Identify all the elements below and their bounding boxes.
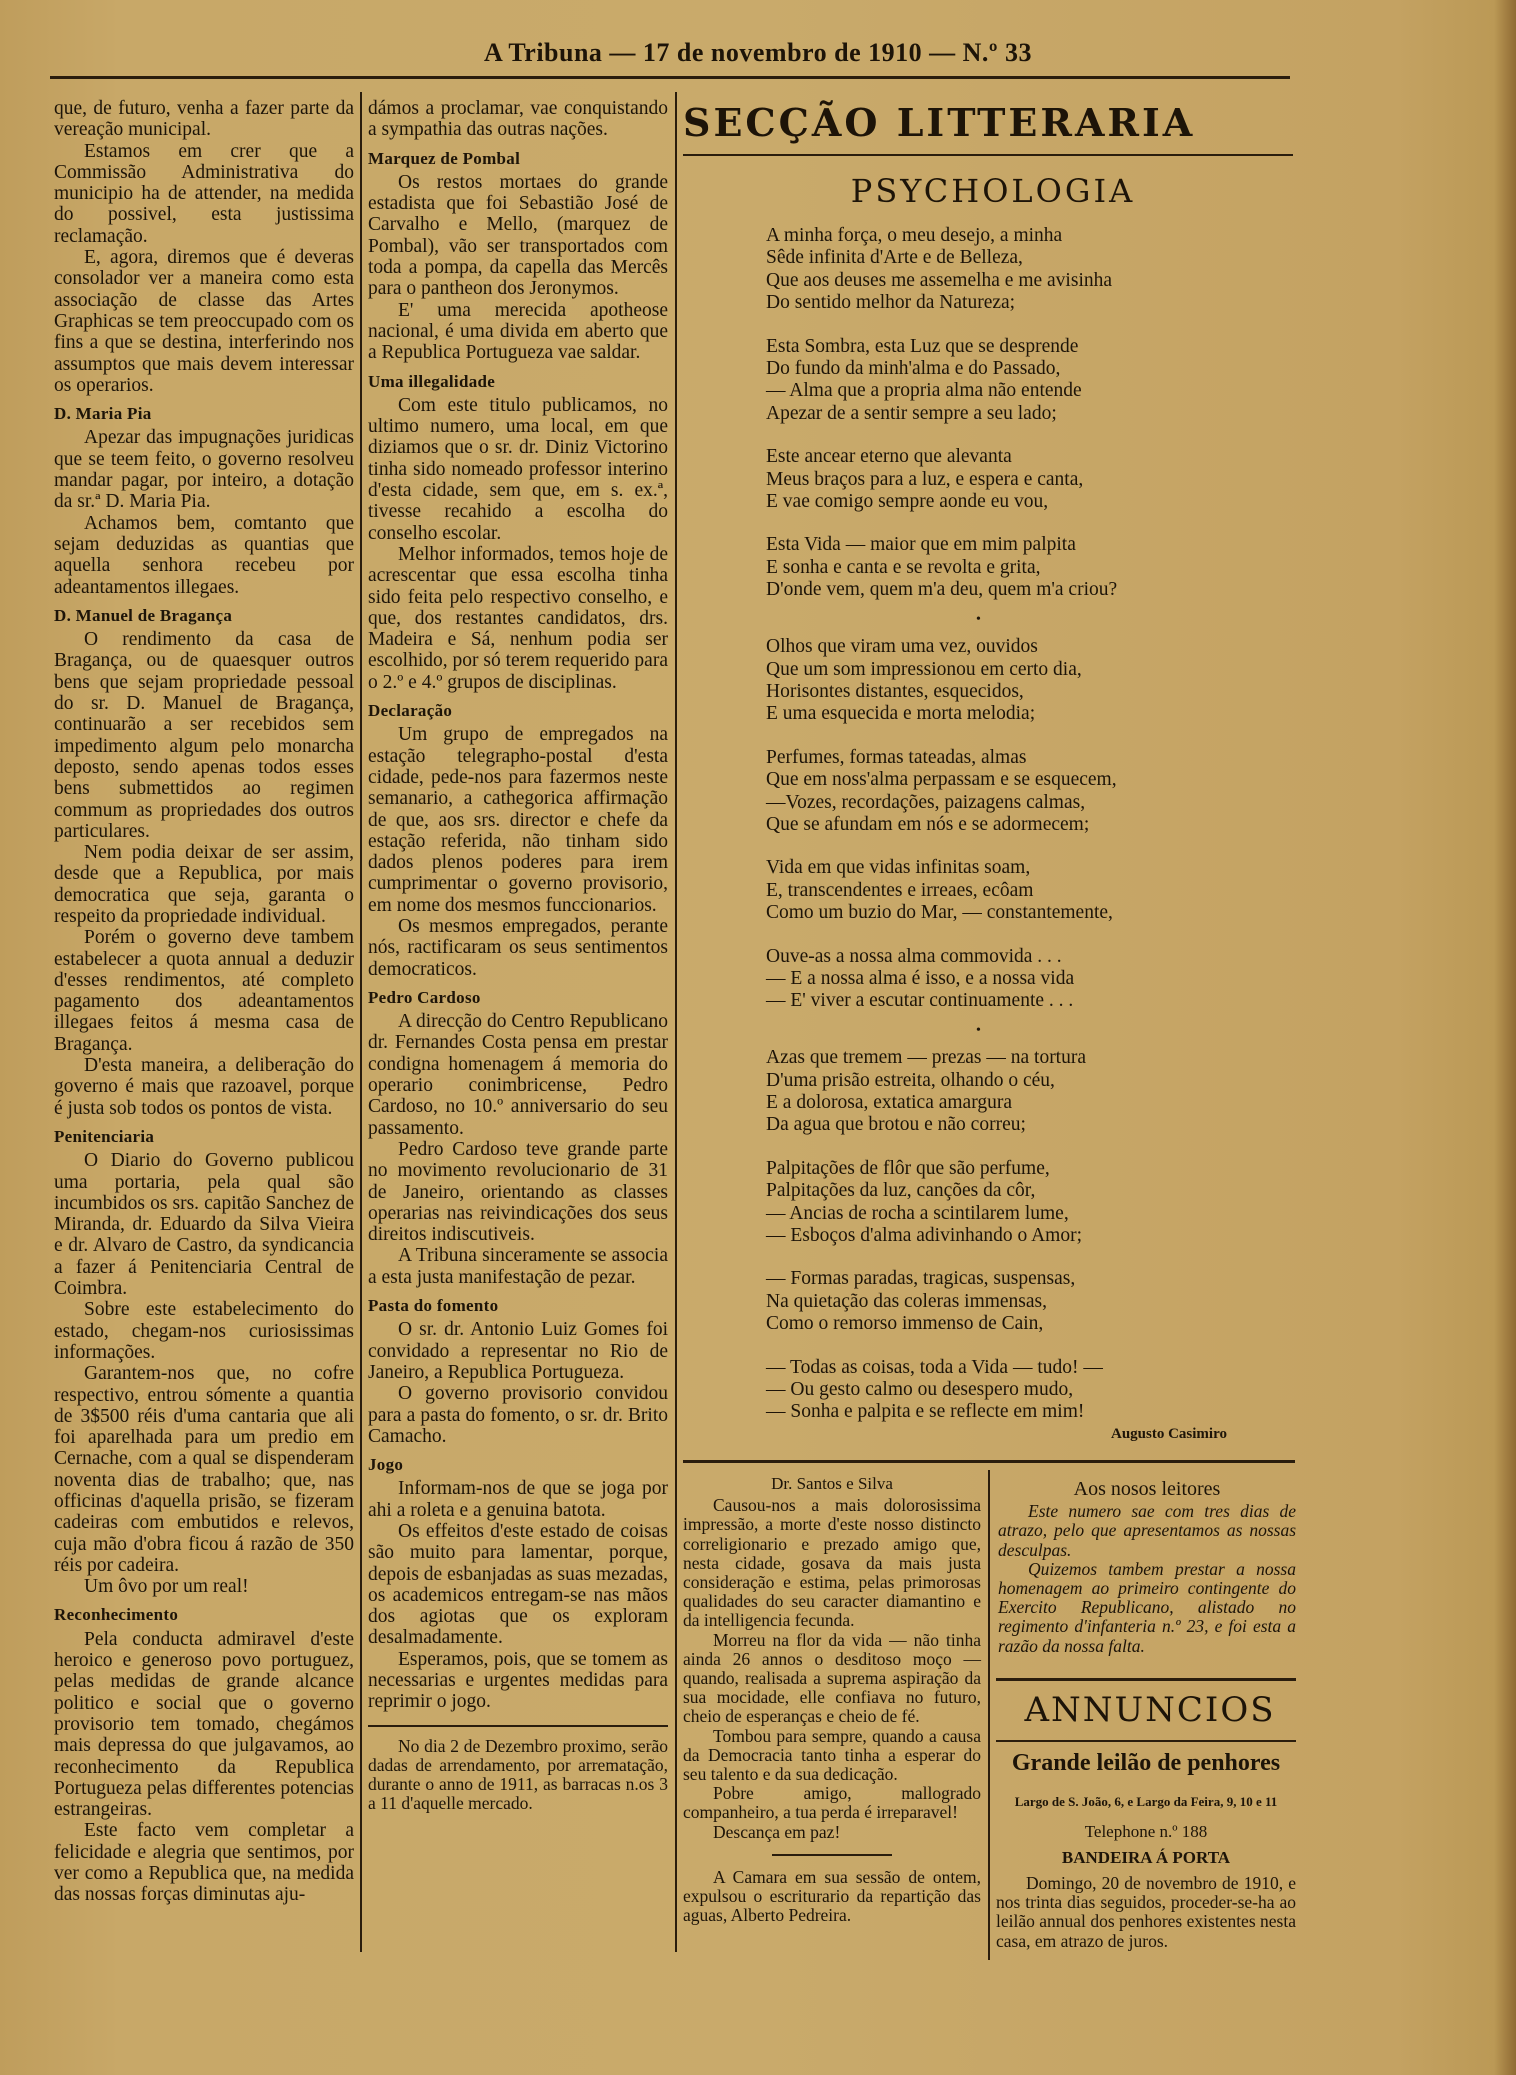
poem-line: Perfumes, formas tateadas, almas xyxy=(766,746,1027,768)
paragraph: Descança em paz! xyxy=(713,1821,841,1842)
section-heading: D. Manuel de Bragança xyxy=(54,605,233,625)
paragraph: A direcção do Centro Republicano dr. Fernandes Costa pensa em prestar condigna homenagem á memoria do operario conimbricense, Pedro Cardoso, no 10.º anniversario do seu passamento. xyxy=(368,1011,668,1139)
paragraph: O governo provisorio convidou para a pasta do fomento, o sr. dr. Brito Camacho. xyxy=(368,1383,668,1447)
poem-author: Augusto Casimiro xyxy=(1111,1426,1227,1442)
poem-stanza xyxy=(766,946,1286,1013)
paragraph: O rendimento da casa de Bragança, ou de quaesquer outros bens que sejam propriedade pessoal do sr. D. Manuel de Bragança, continuarão a ser recebidos sem impedimento algum pelo monarcha deposto, sendo apenas todos esses bens submettidos ao regimen commum as propriedades dos outros particulares. xyxy=(54,629,354,842)
poem-line: —Vozes, recordações, paizagens calmas, xyxy=(766,791,1086,813)
poem-title: PSYCHOLOGIA xyxy=(850,172,1136,210)
poem-line: D'uma prisão estreita, olhando o céu, xyxy=(766,1069,1055,1091)
paragraph: Este facto vem completar a felicidade e alegria que sentimos, por ver como a Republica que, na medida das nossas forças diminutas aju- xyxy=(54,1820,354,1906)
paragraph: Um grupo de empregados na estação telegrapho-postal d'esta cidade, pede-nos para fazermos neste semanario, a cathegorica affirmação de que, aos srs. director e chefe da estação referida, não tinham sido dados plenos poderes para irem cumprimentar o governo provisorio, em nome dos mesmos funccionarios. xyxy=(368,724,668,916)
divider-rule xyxy=(772,1854,892,1856)
paragraph: Pela conducta admiravel d'este heroico e generoso povo portuguez, pelas medidas de grande alcance politico e social que o governo provisorio tem tomado, chegámos mais depressa do que julgavamos, ao reconhecimento da Republica Portugueza pelas differentes potencias estrangeiras. xyxy=(54,1628,354,1821)
paragraph: Os restos mortaes do grande estadista que foi Sebastião José de Carvalho e Mello, (marquez de Pombal), vão ser transportados com toda a pompa, da capella das Mercês para o pantheon dos Jeronymos. xyxy=(368,171,668,300)
poem-line: Como o remorso immenso de Cain, xyxy=(766,1313,1044,1335)
poem-line: Horisontes distantes, esquecidos, xyxy=(766,680,1024,702)
column-2 xyxy=(368,98,668,1813)
paragraph: Com este titulo publicamos, no ultimo numero, uma local, em que diziamos que o sr. dr. Diniz Victorino tinha sido nomeado professor interino d'esta cidade, sem que, em s. ex.ª, tivesse recahido a escolha do conselho escolar. xyxy=(368,394,668,544)
poem-stanza xyxy=(766,225,1286,315)
poem-stanza xyxy=(766,747,1286,837)
poem-line: — Sonha e palpita e se reflecte em mim! xyxy=(766,1401,1085,1423)
poem-line: — Formas paradas, tragicas, suspensas, xyxy=(766,1268,1076,1290)
obituary-title: Dr. Santos e Silva xyxy=(771,1474,893,1493)
section-heading: Declaração xyxy=(368,701,453,721)
poem-line: Esta Sombra, esta Luz que se desprende xyxy=(766,335,1079,357)
poem-stanza xyxy=(766,1357,1286,1424)
poem-stanza xyxy=(766,446,1286,513)
paragraph: Sobre este estabelecimento do estado, chegam-nos curiosissimas informações. xyxy=(54,1299,354,1363)
paragraph: Informam-nos de que se joga por ahi a roleta e a genuina batota. xyxy=(368,1478,668,1521)
poem-line: Que se afundam em nós e se adormecem; xyxy=(766,813,1090,835)
divider-rule xyxy=(368,1725,668,1727)
poem-line: — E a nossa alma é isso, e a nossa vida xyxy=(766,967,1075,989)
poem-stanza xyxy=(766,1047,1286,1137)
poem-line: Palpitações de flôr que são perfume, xyxy=(766,1157,1050,1179)
poem-line: A minha força, o meu desejo, a minha xyxy=(766,225,1063,246)
section-heading: Penitenciaria xyxy=(54,1126,155,1146)
paragraph: No dia 2 de Dezembro proximo, serão dadas de arrendamento, por arrematação, durante o anno de 1911, as barracas n.os 3 a 11 d'aquelle mercado. xyxy=(368,1735,668,1814)
auction-body xyxy=(996,1874,1296,1951)
poem-line: Que em noss'alma perpassam e se esquecem, xyxy=(766,769,1117,791)
poem-line: Palpitações da luz, canções da côr, xyxy=(766,1180,1036,1202)
poem-line: — Esboços d'alma adivinhando o Amor; xyxy=(766,1225,1083,1247)
poem-line: Este ancear eterno que alevanta xyxy=(766,446,1012,468)
paragraph: Causou-nos a mais dolorosissima impressão, a morte d'este nosso distincto correligionario e prezado amigo que, nesta cidade, gosava da mais justa consideração e estima, pelas primorosas qualidades do seu caracter diamantino e da intelligencia fecunda. xyxy=(683,1495,981,1631)
readers-title: Aos nosos leitores xyxy=(1073,1478,1221,1500)
poem-line: E vae comigo sempre aonde eu vou, xyxy=(766,491,1049,513)
paragraph: que, de futuro, venha a fazer parte da vereação municipal. xyxy=(54,98,354,141)
paragraph: O sr. dr. Antonio Luiz Gomes foi convidado a representar no Rio de Janeiro, a Republica Portugueza. xyxy=(368,1319,668,1383)
stanza-separator: • xyxy=(976,611,981,627)
paragraph: dámos a proclamar, vae conquistando a sympathia das outras nações. xyxy=(368,98,668,141)
section-heading: Reconhecimento xyxy=(54,1605,179,1625)
poem-line: Sêde infinita d'Arte e de Belleza, xyxy=(766,247,1023,269)
column-divider xyxy=(988,1470,990,1960)
poem-stanza xyxy=(766,636,1286,726)
ads-rule xyxy=(996,1678,1296,1681)
poem-stanza xyxy=(766,1268,1286,1335)
poem-line: — E' viver a escutar continuamente . . . xyxy=(766,990,1074,1012)
section-heading: Pedro Cardoso xyxy=(368,987,481,1007)
paragraph: Esperamos, pois, que se tomem as necessarias e urgentes medidas para reprimir o jogo. xyxy=(368,1648,668,1713)
paragraph: Quizemos tambem prestar a nossa homenagem ao primeiro contingente do Exercito Republicano, alistado no regimento d'infanteria n.º 23, e foi esta a razão da nossa falta. xyxy=(998,1558,1296,1656)
paragraph: Os mesmos empregados, perante nós, ractificaram os seus sentimentos democraticos. xyxy=(368,915,668,980)
auction-title: Grande leilão de penhores xyxy=(1011,1750,1281,1776)
poem-line: Na quietação das coleras immensas, xyxy=(766,1290,1048,1312)
page-edge-shadow xyxy=(1494,0,1516,2075)
paragraph: E' uma merecida apotheose nacional, é uma divida em aberto que a Republica Portugueza vae saldar. xyxy=(368,299,668,364)
poem-line: D'onde vem, quem m'a deu, quem m'a criou? xyxy=(766,579,1118,601)
ads-title: ANNUNCIOS xyxy=(1024,1690,1276,1730)
stanza-separator: • xyxy=(976,1022,981,1038)
readers-notice xyxy=(998,1480,1296,1656)
poem-stanza xyxy=(766,336,1286,426)
paragraph: Pobre amigo, mallogrado companheiro, a tua perda é irreparavel! xyxy=(683,1783,981,1823)
paragraph: Domingo, 20 de novembro de 1910, e nos trinta dias seguidos, proceder-se-ha ao leilão annual dos penhores existentes nesta casa, em atrazo de juros. xyxy=(996,1873,1296,1951)
poem-line: Como um buzio do Mar, — constantemente, xyxy=(766,902,1113,924)
header-rule xyxy=(50,76,1290,79)
paragraph: Os effeitos d'este estado de coisas são muito para lamentar, porque, depois de esbanjadas as suas mezadas, os academicos entregam-se nas mãos dos agiotas que os exploram desalmadamente. xyxy=(368,1521,668,1649)
poem-stanza xyxy=(766,534,1286,601)
poem-line: Que um som impressionou em certo dia, xyxy=(766,658,1082,680)
paragraph: Pedro Cardoso teve grande parte no movimento revolucionario de 31 de Janeiro, orientando as classes operarias nas reivindicações dos seus direitos indiscutiveis. xyxy=(368,1138,668,1246)
paragraph: D'esta maneira, a deliberação do governo é mais que razoavel, porque é justa sob todos os pontos de vista. xyxy=(54,1055,354,1119)
poem-line: — Ancias de rocha a scintilarem lume, xyxy=(766,1202,1069,1224)
column-divider xyxy=(360,92,362,1952)
paragraph: Garantem-nos que, no cofre respectivo, entrou sómente a quantia de 3$500 réis d'uma cantaria que ali foi aparelhada para um predio em Cernache, com a qual se dispenderam noventa dias de trabalho; que, nas officinas d'aquella prisão, se fizeram cadeiras com embutidos e relevos, cuja mão d'obra ficou á razão de 350 réis por cadeira. xyxy=(54,1363,354,1576)
column-1 xyxy=(54,98,354,1906)
poem-line: E sonha e canta e se revolta e grita, xyxy=(766,556,1041,578)
column-divider xyxy=(675,92,677,1952)
poem-line: Azas que tremem — prezas — na tortura xyxy=(766,1047,1086,1069)
auction-flag: BANDEIRA Á PORTA xyxy=(1061,1848,1231,1867)
poem-line: Olhos que viram uma vez, ouvidos xyxy=(766,636,1038,658)
paragraph: Um ôvo por um real! xyxy=(84,1576,249,1598)
paragraph: Melhor informados, temos hoje de acrescentar que essa escolha tinha sido feita pelo respectivo conselho, e que, dos restantes candidatos, drs. Madeira e Sá, nenhum podia ser escolhido, por só terem requerido para o 2.º e 4.º grupos de disciplinas. xyxy=(368,543,668,693)
section-heading: Uma illegalidade xyxy=(368,371,496,391)
poem-line: Vida em que vidas infinitas soam, xyxy=(766,857,1031,879)
poem-line: Da agua que brotou e não correu; xyxy=(766,1114,1026,1136)
poem-line: Do fundo da minh'alma e do Passado, xyxy=(766,358,1061,380)
section-heading: Jogo xyxy=(368,1455,404,1475)
poem-stanza xyxy=(766,1158,1286,1248)
section-heading: D. Maria Pia xyxy=(54,404,152,424)
poem-line: — Alma que a propria alma não entende xyxy=(766,380,1082,402)
paragraph: Achamos bem, comtanto que sejam deduzidas as quantias que aquella senhora recebeu por adeantamentos illegaes. xyxy=(54,512,354,598)
paragraph: Apezar das impugnações juridicas que se teem feito, o governo resolveu mandar pagar, por inteiro, a dotação da sr.ª D. Maria Pia. xyxy=(54,427,354,513)
poem-line: Do sentido melhor da Natureza; xyxy=(766,292,1016,314)
page-header: A Tribuna — 17 de novembro de 1910 — N.º 33 xyxy=(484,38,1032,67)
paragraph: A Camara em sua sessão de ontem, expulsou o escriturario da repartição das aguas, Alberto Pedreira. xyxy=(683,1866,981,1926)
section-rule xyxy=(683,154,1293,156)
poem-stanza xyxy=(766,857,1286,924)
obituary-column xyxy=(683,1474,981,1925)
paragraph: Nem podia deixar de ser assim, desde que a Republica, por mais democratica que seja, garanta o respeito da propriedade individual. xyxy=(54,842,354,927)
section-heading: Pasta do fomento xyxy=(368,1296,499,1316)
paragraph: Porém o governo deve tambem estabelecer a quota annual a deduzir d'esses rendimentos, até completo pagamento dos adeantamentos illegaes feitos á mesma casa de Bragança. xyxy=(54,927,354,1055)
auction-address: Largo de S. João, 6, e Largo da Feira, 9, 10 e 11 xyxy=(1014,1794,1278,1809)
paragraph: Morreu na flor da vida — não tinha ainda 26 annos o desditoso moço — quando, realisada a suprema aspiração da sua mocidade, elle confiava no futuro, cheio de esperanças e cheio de fé. xyxy=(683,1629,981,1727)
paragraph: Estamos em crer que a Commissão Administrativa do municipio ha de attender, na medida do possivel, esta justissima reclamação. xyxy=(54,140,354,247)
auction-phone: Telephone n.º 188 xyxy=(1084,1822,1208,1841)
poem-line: Apezar de a sentir sempre a seu lado; xyxy=(766,402,1057,424)
section-heading: Marquez de Pombal xyxy=(368,148,521,168)
poem-line: Meus braços para a luz, e espera e canta, xyxy=(766,468,1084,490)
poem-line: E uma esquecida e morta melodia; xyxy=(766,703,1036,725)
poem-line: Esta Vida — maior que em mim palpita xyxy=(766,534,1076,556)
poem-line: E a dolorosa, extatica amargura xyxy=(766,1092,1012,1113)
ads-rule xyxy=(996,1740,1296,1742)
paragraph: Tombou para sempre, quando a causa da Democracia tanto tinha a esperar do seu talento e da sua dedicação. xyxy=(683,1725,981,1785)
poem xyxy=(766,225,1286,1445)
poem-line: Que aos deuses me assemelha e me avisinha xyxy=(766,269,1113,291)
poem-line: Ouve-as a nossa alma commovida . . . xyxy=(766,945,1062,967)
poem-line: E, transcendentes e irreaes, ecôam xyxy=(766,879,1034,901)
paragraph: E, agora, diremos que é deveras consolador ver a maneira como esta associação de classe das Artes Graphicas se tem preoccupado com os fins a que se destina, interferindo nos assumptos que mais devem interessar os operarios. xyxy=(54,247,354,396)
poem-line: — Ou gesto calmo ou desespero mudo, xyxy=(766,1379,1074,1401)
poem-line: — Todas as coisas, toda a Vida — tudo! — xyxy=(766,1356,1103,1378)
paragraph: O Diario do Governo publicou uma portaria, pela qual são incumbidos os srs. capitão Sanchez de Miranda, dr. Eduardo da Silva Vieira e dr. Alvaro de Castro, da syndicancia a fazer á Penitenciaria Central de Coimbra. xyxy=(54,1150,354,1300)
paragraph: A Tribuna sinceramente se associa a esta justa manifestação de pezar. xyxy=(368,1245,668,1288)
section-title: SECÇÃO LITTERARIA xyxy=(683,100,1196,145)
section-rule xyxy=(683,1460,1295,1463)
paragraph: Este numero sae com tres dias de atrazo, pelo que apresentamos as nossas desculpas. xyxy=(998,1501,1296,1560)
